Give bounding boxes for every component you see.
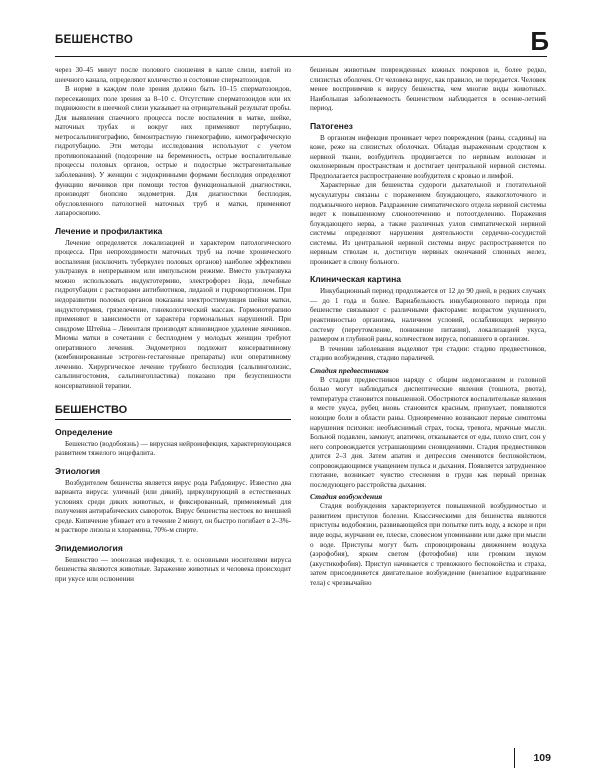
running-header — [55, 28, 547, 57]
paragraph: Бешенство — зоонозная инфекция, т. е. основными носителями вируса бешенства являются животные. Заражение животных и человека происходит при укусе или ослюнении — [55, 555, 291, 583]
section-heading: Определение — [55, 426, 113, 437]
paragraph: через 30–45 минут после полового сношения в капле слизи, взятой из шеечного канала, определяют количество и состояние сперматозоидов. — [55, 66, 291, 84]
paragraph: Характерные для бешенства судороги дыхательной и глотательной мускулатуры связаны с поражением блуждающего, языкоглоточного и подъязычного нервов. Раздражение симпатического отдела нервной системы ведет к повышенному слюноотечению и потоотделению. Поражения блуждающего нерва, а также различных узлов симпатической нервной системы определяют нарушения деятельности сердечно-сосудистой системы. Из центральной нервной системы вирус распространяется по нервным стволам и, достигнув нервных окончаний слюнных желез, проникает в слюну больного. — [310, 181, 546, 266]
paragraph: бешеным животным поврежденных кожных покровов и, более редко, слизистых оболочек. От человека вирус, как правило, не передается. Человек менее восприимчив к вирусу бешенства, чем многие виды животных. Наибольшая заболеваемость бешенством наблюдается в осенне-летний период. — [310, 66, 546, 113]
subsection-heading: Стадия предвестников — [310, 365, 389, 375]
paragraph: Стадия возбуждения характеризуется повышенной возбудимостью и развитием приступов болезни. Классическими для бешенства являются приступы водобоязни, развивающейся при попытке пить воду, а вскоре и при виде воды, журчании ее, плеске, словесном упоминании или даже при мысли о воде. Приступы могут быть спровоцированы движением воздуха (аэрофобия), ярким светом (фотофобия) или громким звуком (акустикофобия). Приступ начинается с тревожного беспокойства и страха, затем присоединяется двигательное возбуждение (внезапное вздрагивание тела) с чрезвычайно — [310, 502, 546, 587]
subsection-heading: Стадия возбуждения — [310, 492, 383, 502]
section-heading: Этиология — [55, 465, 101, 476]
paragraph: В организм инфекция проникает через повреждения (раны, ссадины) на коже, реже на слизистых оболочках. Обладая выраженным сродством к нервной ткани, возбудитель продвигается по нервным волокнам и околонервным пространствам и достигает центральной нервной системы. Предполагается распространение возбудителя с кровью и лимфой. — [310, 133, 546, 180]
paragraph: В течении заболевания выделяют три стадии: стадию предвестников, стадию возбуждения, стадию параличей. — [310, 344, 546, 363]
paragraph: Бешенство (водобоязнь) — вирусная нейроинфекция, характеризующаяся развитием тяжелого энцефалита. — [55, 439, 291, 458]
section-heading: Эпидемиология — [55, 542, 123, 553]
article-title: БЕШЕНСТВО — [55, 404, 291, 420]
paragraph: Инкубационный период продолжается от 12 до 90 дней, в редких случаях — до 1 года и более. Вариабельность инкубационного периода при бешенстве связывают с различными факторами: возрастом укушенного, реактивностью организма, наличием условий, ослабляющих нервную систему (переутомление, понижение питания), локализацией укуса, размером и глубиной раны, количеством вируса, попавшего в организм. — [310, 287, 546, 344]
paragraph: Лечение определяется локализацией и характером патологического процесса. При непроходимости маточных труб на почве хронического воспаления (исключить туберкулез половых органов) наиболее эффективен ультразвук в непрерывном или импульсном режиме. Вместо ультразвука можно использовать индуктотермию, электрофорез йода, лечебные гидротубации с растворами антибиотиков, лидазой и гидрокортизоном. При недоразвитии половых органов показаны электростимуляция шейки матки, индуктотермия, грязелечение, гинекологический массаж. Гормонотерапию применяют в зависимости от характера гормональных нарушений. При синдроме Штейна – Левенталя производят клиновидное удаление яичников. Миомы матки в сочетании с бесплодием у молодых женщин требуют оперативного лечения. Эндометриоз подлежит консервативному (комбинированные эстроген-гестагенные препараты) или оперативному лечению. Хирургическое лечение трубного бесплодия (сальпинголизис, сальпингостомия, сальпингопластика) показано при безуспешности консервативной терапии. — [55, 238, 291, 390]
paragraph: В стадии предвестников наряду с общим недомоганием и головной болью могут наблюдаться диспептические явления (тошнота, рвота), температура становится повышенной. Обостряются воспалительные явления в месте укуса, рубец вновь становится красным, припухает, появляются ноющие боли в области раны. Одновременно возникают первые симптомы нарушения психики: необъяснимый страх, тоска, тревога, мрачные мысли. Больной подавлен, замкнут, апатичен, отказывается от еды, плохо спит, сон у него сопровождается устрашающими сновидениями. Стадия предвестников длится 2–3 дня. Затем апатия и депрессия сменяются беспокойством, сопровождающимся учащением пульса и дыхания. Появляется затрудненное глотание, возникает чувство стеснения в груди как первый признак последующего расстройства дыхания. — [310, 375, 546, 489]
section-heading: Патогенез — [310, 120, 353, 131]
running-header-title: БЕШЕНСТВО — [55, 34, 134, 46]
section-heading: Клиническая картина — [310, 274, 402, 285]
paragraph: В норме в каждом поле зрения должно быть 10–15 сперматозоидов, пересекающих поле зрения за 8–10 с. Отсутствие сперматозоидов или их подвижности в шеечной слизи указывает на отрицательный результат пробы. Для выявления спаечного процесса после воспаления в матке, шейке, маточных трубах и вокруг них применяют пертубацию, метросальпингографию, бимонтрастную гинекографию, кимографическую гидротубацию. Эти методы исследования используют с учетом противопоказаний (подозрение на беременность, острые воспалительные процессы половых органов, острые и подострые экстрагенитальные заболевания). У женщин с эндокринными формами бесплодия определяют функцию яичников при помощи тестов функциональной диагностики, производят биопсию эндометрия. Для диагностики бесплодия, обусловленного патологией маточных труб и матки, применяют лапароскопию. — [55, 85, 291, 218]
page-number: 109 — [514, 748, 551, 768]
section-heading: Лечение и профилактика — [55, 225, 163, 236]
left-column — [55, 66, 291, 585]
paragraph: Возбудителем бешенства является вирус рода Рабдовирус. Известно два варианта вируса: уличный (или дикий), циркулирующий в естественных условиях среди диких животных, и фиксированный, применяемый для получения антирабических сывороток. Вирус бешенства нестоек во внешней среде. Кипячение убивает его в течение 2 минут, он быстро погибает в 2–3%-м растворе лизола и хлорамина, 70%-м спирте. — [55, 478, 291, 535]
right-column — [310, 66, 546, 588]
section-letter: Б — [530, 26, 549, 56]
